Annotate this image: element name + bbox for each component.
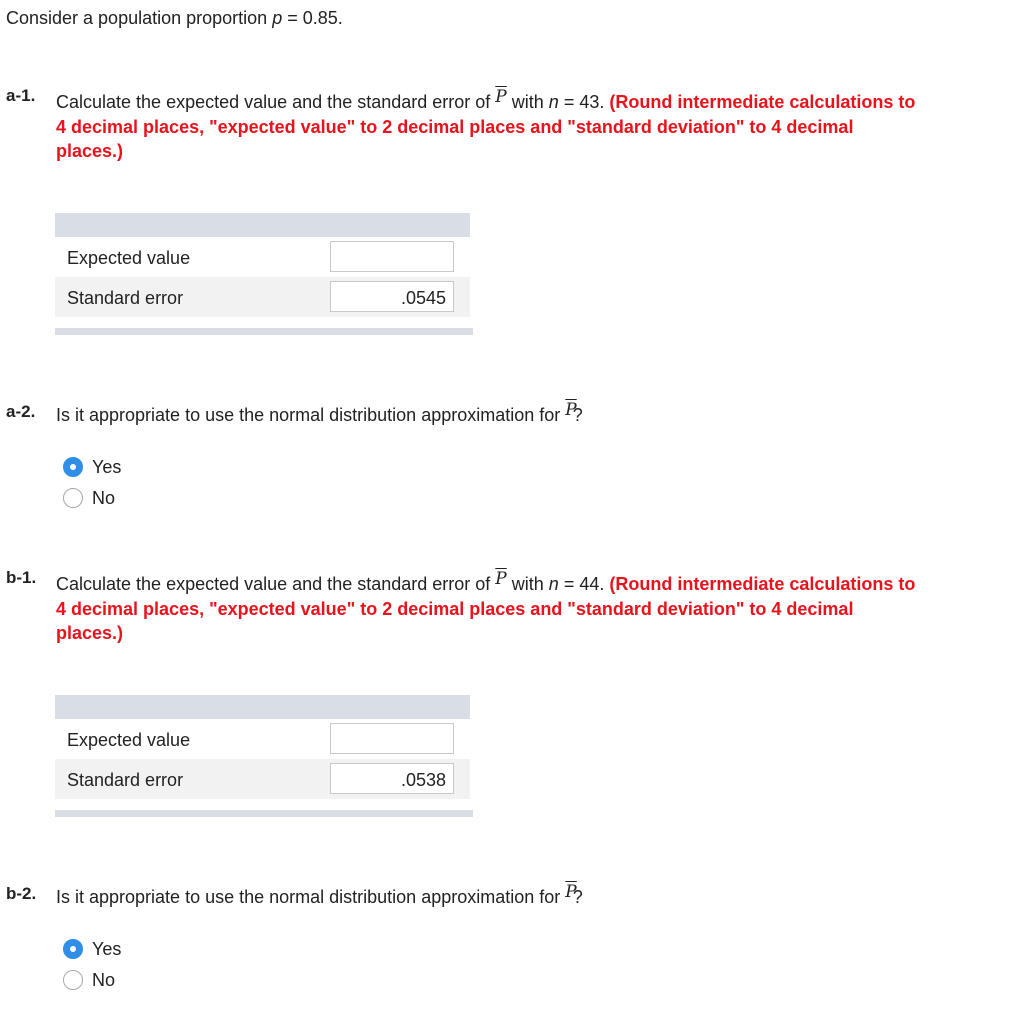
table-row bbox=[55, 759, 470, 799]
radio-option-no[interactable]: No bbox=[63, 484, 121, 512]
table-footer bbox=[55, 328, 473, 335]
row-label: Standard error bbox=[67, 288, 184, 308]
radio-group-b2 bbox=[63, 935, 121, 994]
expected-value-input[interactable] bbox=[330, 723, 454, 754]
radio-group-a2 bbox=[63, 453, 121, 512]
expected-value-input[interactable] bbox=[330, 241, 454, 272]
table-header bbox=[55, 695, 470, 719]
question-label-a1: a-1. bbox=[6, 86, 36, 105]
question-text-a2: Is it appropriate to use the normal distribution approximation for $\overline{P}$? bbox=[56, 400, 583, 425]
p-bar-symbol: $\overline{P}$ bbox=[495, 87, 507, 107]
p-bar-symbol: $\overline{P}$ bbox=[565, 882, 577, 902]
p-bar-symbol: $\overline{P}$ bbox=[565, 400, 577, 420]
question-label-a2: a-2. bbox=[6, 402, 36, 421]
p-bar-symbol: $\overline{P}$ bbox=[495, 569, 507, 589]
rounding-instruction: (Round intermediate calculations to 4 decimal places, "expected value" to 2 decimal places and "standard deviation" to 4 decimal places.) bbox=[56, 574, 916, 643]
answer-table-a1 bbox=[55, 213, 473, 335]
question-text-b1: Calculate the expected value and the standard error of $\overline{P}$ with n = 44. (Round intermediate calculations to 4 decimal places, "expected value" to 2 decimal places and "standard deviation" to 4 decimal places.) bbox=[56, 569, 916, 643]
question-label-b1: b-1. bbox=[6, 568, 37, 587]
table-row bbox=[55, 237, 470, 277]
row-label: Expected value bbox=[67, 248, 191, 268]
row-label: Expected value bbox=[67, 730, 191, 750]
question-text-a1: Calculate the expected value and the standard error of $\overline{P}$ with n = 43. (Round intermediate calculations to 4 decimal places, "expected value" to 2 decimal places and "standard deviation" to 4 decimal places.) bbox=[56, 87, 916, 161]
intro-text: Consider a population proportion p = 0.85. bbox=[6, 8, 343, 28]
radio-option-no[interactable]: No bbox=[63, 966, 121, 994]
answer-table-b1 bbox=[55, 695, 473, 817]
table-footer bbox=[55, 810, 473, 817]
radio-button-no[interactable] bbox=[63, 970, 83, 990]
standard-error-input[interactable] bbox=[330, 281, 454, 312]
row-label: Standard error bbox=[67, 770, 184, 790]
standard-error-input[interactable] bbox=[330, 763, 454, 794]
table-row bbox=[55, 719, 470, 759]
question-text-b2: Is it appropriate to use the normal distribution approximation for $\overline{P}$? bbox=[56, 882, 583, 907]
rounding-instruction: (Round intermediate calculations to 4 decimal places, "expected value" to 2 decimal places and "standard deviation" to 4 decimal places.) bbox=[56, 92, 916, 161]
question-label-b2: b-2. bbox=[6, 884, 37, 903]
radio-option-yes[interactable]: Yes bbox=[63, 453, 121, 481]
radio-button-yes[interactable] bbox=[63, 939, 83, 959]
table-row bbox=[55, 277, 470, 317]
table-header bbox=[55, 213, 470, 237]
radio-button-yes[interactable] bbox=[63, 457, 83, 477]
radio-button-no[interactable] bbox=[63, 488, 83, 508]
radio-option-yes[interactable]: Yes bbox=[63, 935, 121, 963]
